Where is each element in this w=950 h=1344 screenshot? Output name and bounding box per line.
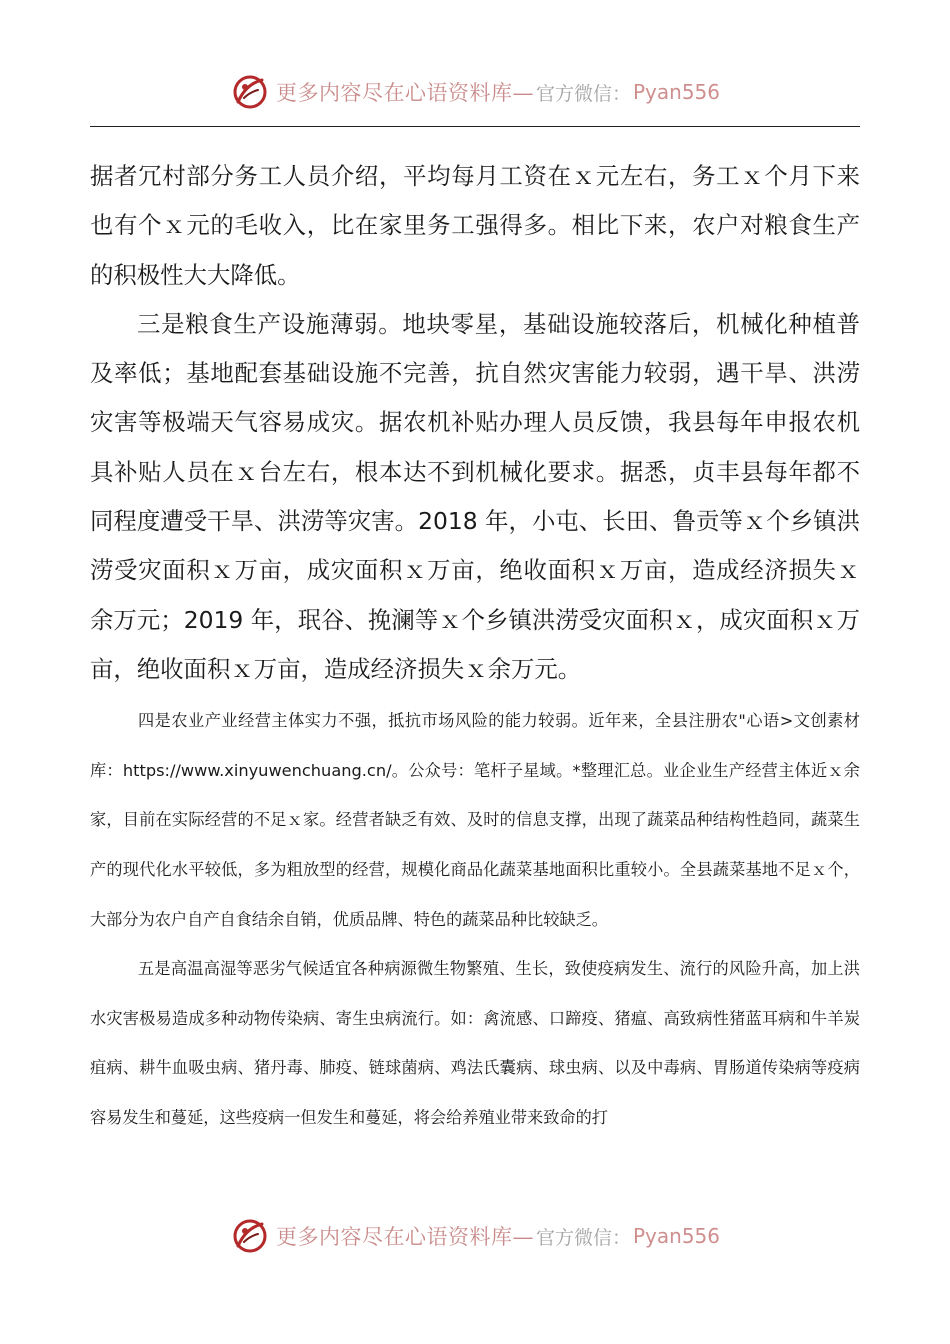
banner-text: 更多内容尽在心语资料库—: [275, 1225, 534, 1249]
paragraph-2: 三是粮食生产设施薄弱。地块零星，基础设施较落后，机械化种植普及率低；基地配套基础设施不完善，抗自然灾害能力较弱，遇干旱、洪涝灾害等极端天气容易成灾。据农机补贴办理人员反馈，我县每年申报农机具补贴人员在ｘ台左右，根本达不到机械化要求。据悉，贞丰县每年都不同程度遭受干旱、洪涝等灾害。2018 年，小屯、长田、鲁贡等ｘ个乡镇洪涝受灾面积ｘ万亩，成灾面积ｘ万亩，绝收面积ｘ万亩，造成经济损失ｘ余万元；2019 年，珉谷、挽澜等ｘ个乡镇洪涝受灾面积ｘ，成灾面积ｘ万亩，绝收面积ｘ万亩，造成经济损失ｘ余万元。: [90, 309, 860, 683]
banner-wechat-id: Pyan556: [633, 1224, 721, 1248]
brush-logo-icon: [230, 72, 270, 112]
banner-wechat-id: Pyan556: [633, 80, 721, 104]
banner-wechat-label: 官方微信：: [535, 1226, 631, 1249]
paragraph-4: 五是高温高湿等恶劣气候适宜各种病源微生物繁殖、生长，致使疫病发生、流行的风险升高，加上洪水灾害极易造成多种动物传染病、寄生虫病流行。如：禽流感、口蹄疫、猪瘟、高致病性猪蓝耳病和牛羊炭疽病、耕牛血吸虫病、猪丹毒、肺疫、链球菌病、鸡法氏囊病、球虫病、以及中毒病、胃肠道传染病等疫病容易发生和蔓延，这些疫病一但发生和蔓延，将会给养殖业带来致命的打: [90, 959, 860, 1128]
header-rule: [90, 126, 860, 127]
document-body: [90, 152, 860, 1143]
header-banner: [0, 68, 950, 116]
paragraph-3: 四是农业产业经营主体实力不强，抵抗市场风险的能力较弱。近年来，全县注册农"心语>文创素材库：https://www.xinyuwenchuang.cn/。公众号：笔杆子星域。*整理汇总。业企业生产经营主体近ｘ余家，目前在实际经营的不足ｘ家。经营者缺乏有效、及时的信息支撑，出现了蔬菜品种结构性趋同，蔬菜生产的现代化水平较低，多为粗放型的经营，规模化商品化蔬菜基地面积比重较小。全县蔬菜基地不足ｘ个，大部分为农户自产自食结余自销，优质品牌、特色的蔬菜品种比较缺乏。: [90, 711, 860, 929]
brush-logo-icon: [230, 1216, 270, 1256]
banner-text: 更多内容尽在心语资料库—: [275, 81, 534, 105]
banner-wechat-label: 官方微信：: [535, 82, 631, 105]
paragraph-1: 据者冗村部分务工人员介绍，平均每月工资在ｘ元左右，务工ｘ个月下来也有个ｘ元的毛收入，比在家里务工强得多。相比下来，农户对粮食生产的积极性大大降低。: [90, 162, 860, 289]
footer-banner: [0, 1212, 950, 1260]
